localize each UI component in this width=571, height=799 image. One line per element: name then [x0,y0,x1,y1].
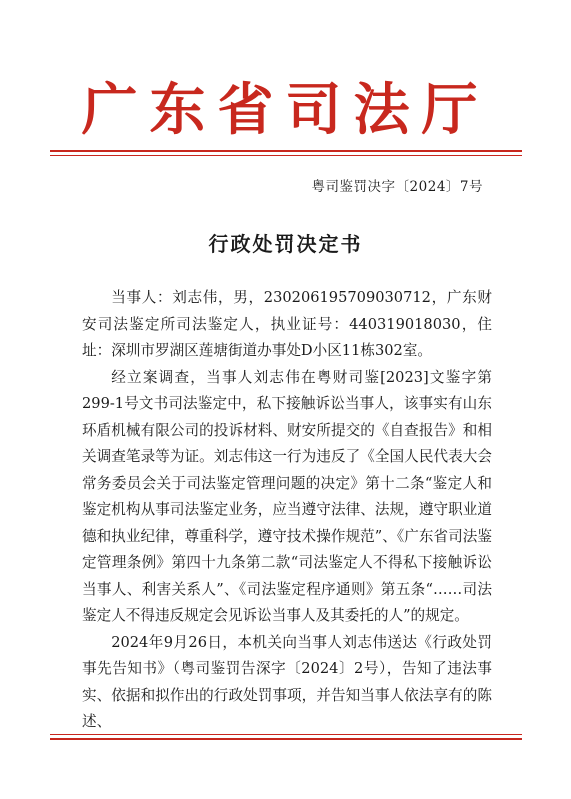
paragraph-party: 当事人：刘志伟，男，230206195709030712，广东财安司法鉴定所司法鉴定人，执业证号：440319018030，住址：深圳市罗湖区莲塘街道办事处D小区11栋302室。 [82,289,492,359]
masthead-title: 广东省司法厅 [81,77,490,143]
masthead-rule-thin [50,155,522,156]
document-body [82,285,492,736]
footer-rule-thick [50,738,522,740]
document-number: 粤司鉴罚决字〔2024〕7号 [311,179,483,195]
paragraph-facts: 经立案调查，当事人刘志伟在粤财司鉴[2023]文鉴字第299-1号文书司法鉴定中，私下接触诉讼当事人，该事实有山东环盾机械有限公司的投诉材料、财安所提交的《自查报告》和相关调查笔录等为证。刘志伟这一行为违反了《全国人民代表大会常务委员会关于司法鉴定管理问题的决定》第十二条“鉴定人和鉴定机构从事司法鉴定业务，应当遵守法律、法规，遵守职业道德和执业纪律，尊重科学，遵守技术操作规范”、《广东省司法鉴定管理条例》第四十九条第二款“司法鉴定人不得私下接触诉讼当事人、利害关系人”、《司法鉴定程序通则》第五条“……司法鉴定人不得违反规定会见诉讼当事人及其委托的人”的规定。 [82,368,492,624]
footer-rule-thin [50,734,522,735]
masthead-rule-thick [50,150,522,152]
masthead [0,70,571,150]
paragraph-notice: 2024年9月26日，本机关向当事人刘志伟送达《行政处罚事先告知书》（粤司鉴罚告深字〔2024〕2号），告知了违法事实、依据和拟作出的行政处罚事项，并告知当事人依法享有的陈述、 [82,633,492,730]
document-title: 行政处罚决定书 [208,232,363,256]
